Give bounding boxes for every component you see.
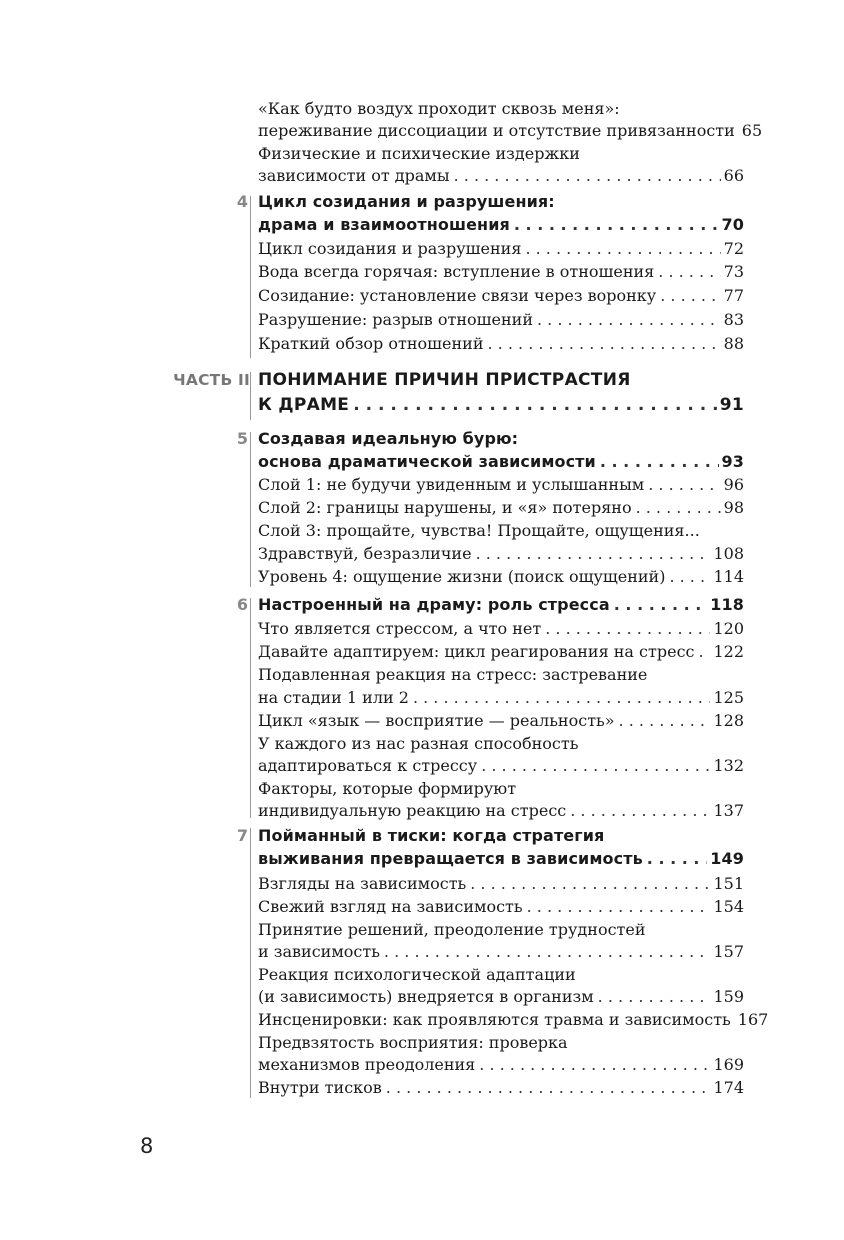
toc-entry <box>258 164 744 187</box>
toc-entry <box>258 260 744 283</box>
entry-page: 120 <box>713 619 744 638</box>
dot-leader <box>698 640 710 663</box>
entry-title: на стадии 1 или 2 <box>258 688 409 707</box>
entry-title: Здравствуй, безразличие <box>258 544 472 563</box>
part-rule <box>250 372 251 420</box>
chapter-rule <box>250 196 251 358</box>
dot-leader <box>476 542 711 565</box>
chapter-rule <box>250 598 251 818</box>
toc-entry <box>258 686 744 709</box>
entry-title: Уровень 4: ощущение жизни (поиск ощущений) <box>258 567 666 586</box>
toc-entry <box>258 872 744 895</box>
entry-title: Слой 3: прощайте, чувства! Прощайте, ощущения... <box>258 521 700 540</box>
chapter-heading <box>258 427 744 450</box>
entry-title: Цикл созидания и разрушения <box>258 239 522 258</box>
chapter-heading <box>258 847 744 870</box>
entry-title: Созидание: установление связи через воронку <box>258 286 657 305</box>
entry-title: Слой 2: границы нарушены, и «я» потеряно <box>258 498 632 517</box>
part-heading <box>258 369 744 392</box>
chapter-number: 6 <box>236 595 248 614</box>
dot-leader <box>386 1076 711 1099</box>
toc-entry <box>258 1053 744 1076</box>
toc-entry <box>258 565 744 588</box>
part-title: ПОНИМАНИЕ ПРИЧИН ПРИСТРАСТИЯ <box>258 370 631 390</box>
toc-entry <box>258 640 744 663</box>
dot-leader <box>454 164 721 187</box>
entry-title: Реакция психологической адаптации <box>258 965 576 984</box>
entry-page: 149 <box>710 849 744 868</box>
entry-title: механизмов преодоления <box>258 1055 476 1074</box>
entry-page: 91 <box>719 395 744 415</box>
entry-page: 132 <box>713 756 744 775</box>
toc-entry <box>258 985 744 1008</box>
dot-leader <box>647 847 708 870</box>
toc-entry <box>258 895 744 918</box>
chapter-heading <box>258 213 744 236</box>
dot-leader <box>619 709 711 732</box>
dot-leader <box>353 394 717 417</box>
dot-leader <box>636 496 721 519</box>
dot-leader <box>537 308 721 331</box>
entry-title: Подавленная реакция на стресс: застревание <box>258 665 648 684</box>
entry-page: 137 <box>713 801 744 820</box>
entry-title: (и зависимость) внедряется в организм <box>258 987 594 1006</box>
entry-page: 125 <box>713 688 744 707</box>
entry-page: 151 <box>713 874 744 893</box>
entry-title: Создавая идеальную бурю: <box>258 429 519 448</box>
chapter-heading <box>258 824 744 847</box>
entry-page: 169 <box>713 1055 744 1074</box>
dot-leader <box>479 1053 710 1076</box>
entry-title: Разрушение: разрыв отношений <box>258 310 533 329</box>
dot-leader <box>598 985 711 1008</box>
entry-title: Инсценировки: как проявляются травма и зависимость <box>258 1010 731 1029</box>
dot-leader <box>660 284 720 307</box>
entry-title: Цикл «язык — восприятие — реальность» <box>258 711 615 730</box>
toc-entry <box>258 799 744 822</box>
entry-title: зависимости от драмы <box>258 166 450 185</box>
chapter-number: 5 <box>236 429 248 448</box>
toc-entry <box>258 1076 744 1099</box>
toc-entry <box>258 918 744 941</box>
entry-title: переживание диссоциации и отсутствие привязанности <box>258 121 735 140</box>
dot-leader <box>570 799 710 822</box>
dot-leader <box>514 213 719 236</box>
entry-title: Вода всегда горячая: вступление в отношения <box>258 262 655 281</box>
chapter-heading <box>258 593 744 616</box>
toc-entry <box>258 732 744 755</box>
dot-leader <box>648 473 720 496</box>
dot-leader <box>658 260 720 283</box>
entry-page: 154 <box>713 897 744 916</box>
entry-title: Что является стрессом, а что нет <box>258 619 542 638</box>
toc-entry <box>258 119 763 142</box>
entry-page: 72 <box>723 239 744 258</box>
toc-entry <box>258 777 744 800</box>
entry-page: 108 <box>713 544 744 563</box>
entry-page: 70 <box>721 215 744 234</box>
entry-title: У каждого из нас разная способность <box>258 734 579 753</box>
entry-page: 66 <box>723 166 744 185</box>
entry-title: Физические и психические издержки <box>258 144 580 163</box>
toc-entry <box>258 754 744 777</box>
chapter-heading <box>258 190 744 213</box>
entry-title: Предвзятость восприятия: проверка <box>258 1033 568 1052</box>
toc-entry <box>258 308 744 331</box>
dot-leader <box>669 565 710 588</box>
entry-title: Цикл созидания и разрушения: <box>258 192 555 211</box>
toc-entry <box>258 1008 769 1031</box>
chapter-rule <box>250 828 251 1098</box>
entry-title: Факторы, которые формируют <box>258 779 517 798</box>
toc-entry <box>258 663 744 686</box>
dot-leader <box>525 237 720 260</box>
entry-page: 88 <box>723 334 744 353</box>
toc-entry <box>258 940 744 963</box>
entry-title: индивидуальную реакцию на стресс <box>258 801 567 820</box>
entry-page: 77 <box>723 286 744 305</box>
toc-entry <box>258 97 744 120</box>
entry-title: Внутри тисков <box>258 1078 382 1097</box>
entry-page: 159 <box>713 987 744 1006</box>
entry-title: Пойманный в тиски: когда стратегия <box>258 826 605 845</box>
toc-entry <box>258 284 744 307</box>
entry-title: Принятие решений, преодоление трудностей <box>258 920 646 939</box>
entry-page: 65 <box>741 121 763 140</box>
toc-entry <box>258 142 744 165</box>
entry-title: адаптироваться к стрессу <box>258 756 478 775</box>
entry-page: 128 <box>713 711 744 730</box>
entry-page: 96 <box>723 475 744 494</box>
entry-title: драма и взаимоотношения <box>258 215 510 234</box>
entry-title: «Как будто воздух проходит сквозь меня»: <box>258 99 620 118</box>
entry-page: 98 <box>723 498 744 517</box>
entry-page: 174 <box>713 1078 744 1097</box>
entry-page: 157 <box>713 942 744 961</box>
dot-leader <box>470 872 710 895</box>
dot-leader <box>413 686 711 709</box>
entry-title: Свежий взгляд на зависимость <box>258 897 523 916</box>
entry-title: основа драматической зависимости <box>258 452 596 471</box>
toc-entry <box>258 237 744 260</box>
dot-leader <box>600 450 719 473</box>
chapter-number: 4 <box>236 192 248 211</box>
toc-entry <box>258 542 744 565</box>
entry-title: Давайте адаптируем: цикл реагирования на стресс <box>258 642 695 661</box>
dot-leader <box>545 617 710 640</box>
toc-entry <box>258 1031 744 1054</box>
entry-page: 118 <box>710 595 744 614</box>
toc-entry <box>258 963 744 986</box>
toc-entry <box>258 473 744 496</box>
dot-leader <box>488 332 721 355</box>
entry-title: Настроенный на драму: роль стресса <box>258 595 610 614</box>
part-label: ЧАСТЬ II <box>173 371 250 389</box>
entry-page: 93 <box>721 452 744 471</box>
part-title: К ДРАМЕ <box>258 395 350 415</box>
entry-title: Взгляды на зависимость <box>258 874 467 893</box>
page-number: 8 <box>140 1134 154 1158</box>
entry-page: 167 <box>737 1010 769 1029</box>
chapter-heading <box>258 450 744 473</box>
entry-page: 73 <box>723 262 744 281</box>
dot-leader <box>614 593 708 616</box>
entry-page: 122 <box>713 642 744 661</box>
toc-entry <box>258 332 744 355</box>
entry-page: 83 <box>723 310 744 329</box>
toc-entry <box>258 496 744 519</box>
part-heading <box>258 394 744 417</box>
toc-entry <box>258 617 744 640</box>
dot-leader <box>384 940 711 963</box>
entry-page: 114 <box>713 567 744 586</box>
entry-title: выживания превращается в зависимость <box>258 849 643 868</box>
entry-title: Краткий обзор отношений <box>258 334 484 353</box>
entry-title: и зависимость <box>258 942 380 961</box>
chapter-number: 7 <box>236 826 248 845</box>
entry-title: Слой 1: не будучи увиденным и услышанным <box>258 475 645 494</box>
chapter-rule <box>250 432 251 587</box>
toc-entry <box>258 709 744 732</box>
toc-entry <box>258 519 744 542</box>
dot-leader <box>481 754 710 777</box>
dot-leader <box>527 895 711 918</box>
